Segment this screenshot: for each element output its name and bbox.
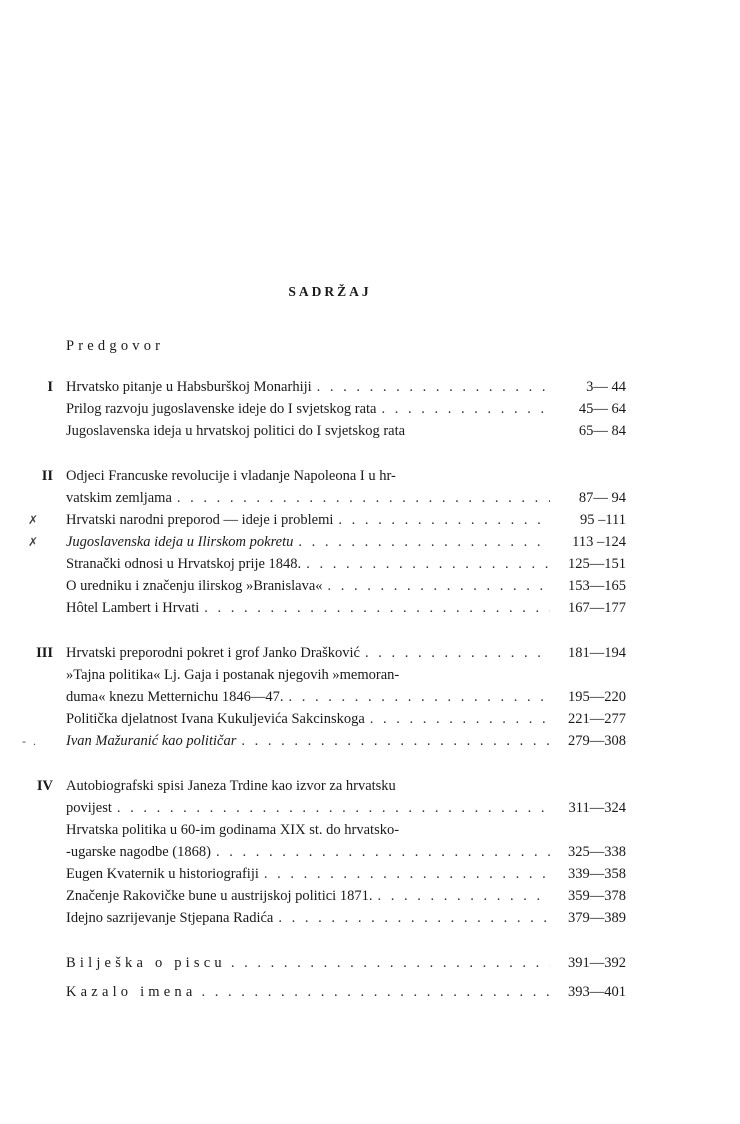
toc-line — [0, 981, 740, 1003]
entry-title: Hrvatska politika u 60-im godinama XIX st. do hrvatsko- — [66, 822, 400, 838]
toc-entry — [66, 465, 626, 487]
entry-pages: 45— 64 — [578, 401, 626, 417]
toc-line — [0, 841, 740, 863]
toc-section — [0, 465, 740, 619]
toc-entry — [66, 553, 626, 575]
entry-title: Hrvatski preporodni pokret i grof Janko Drašković — [66, 645, 360, 661]
toc-line — [0, 885, 740, 907]
entry-title: Jugoslavenska ideja u Ilirskom pokretu — [66, 534, 294, 550]
dot-leader — [333, 509, 550, 531]
entry-title: Stranački odnosi u Hrvatskoj prije 1848. — [66, 556, 302, 572]
dot-leader — [293, 531, 550, 553]
dot-leader — [301, 553, 550, 575]
toc-entry — [66, 420, 626, 442]
entry-title: O uredniku i značenju ilirskog »Branislava« — [66, 578, 323, 594]
entry-title: Hrvatski narodni preporod — ideje i problemi — [66, 512, 334, 528]
dot-leader — [197, 981, 550, 1003]
table-of-contents — [0, 376, 740, 1003]
dot-leader — [226, 952, 550, 974]
toc-line — [0, 376, 740, 398]
toc-line — [0, 642, 740, 664]
dot-leader — [112, 797, 550, 819]
dot-leader — [283, 686, 550, 708]
toc-entry — [66, 819, 626, 841]
toc-entry — [66, 863, 626, 885]
section-numeral: IV — [36, 778, 53, 794]
toc-line — [0, 420, 740, 442]
toc-line — [0, 907, 740, 929]
dot-leader — [199, 597, 550, 619]
entry-pages: 393—401 — [568, 984, 626, 1000]
entry-title: Jugoslavenska ideja u hrvatskoj politici do I svjetskog rata — [66, 423, 406, 439]
toc-entry — [66, 775, 626, 797]
toc-section — [0, 775, 740, 929]
entry-pages: 279—308 — [568, 733, 626, 749]
toc-entry — [66, 730, 626, 752]
toc-entry — [66, 575, 626, 597]
toc-entry — [66, 664, 626, 686]
toc-entry — [66, 797, 626, 819]
toc-line — [0, 775, 740, 797]
entry-pages: 339—358 — [568, 866, 626, 882]
toc-line — [0, 509, 740, 531]
toc-line — [0, 664, 740, 686]
entry-pages: 3— 44 — [586, 379, 626, 395]
entry-title: Eugen Kvaternik u historiografiji — [66, 866, 259, 882]
toc-line — [0, 863, 740, 885]
entry-title: duma« knezu Metternichu 1846—47. — [66, 689, 284, 705]
entry-title: Politička djelatnost Ivana Kukuljevića Sakcinskoga — [66, 711, 365, 727]
entry-pages: 359—378 — [568, 888, 626, 904]
entry-pages: 95 –111 — [579, 512, 626, 528]
dot-leader — [365, 708, 550, 730]
toc-line — [0, 553, 740, 575]
entry-title: Kazalo imena — [66, 984, 197, 1000]
toc-line — [0, 819, 740, 841]
dot-leader — [273, 907, 550, 929]
entry-pages: 87— 94 — [578, 490, 626, 506]
toc-line — [0, 531, 740, 553]
entry-title: Prilog razvoju jugoslavenske ideje do I svjetskog rata — [66, 401, 377, 417]
dot-leader — [376, 398, 550, 420]
section-numeral: I — [47, 379, 53, 395]
entry-title: -ugarske nagodbe (1868) — [66, 844, 211, 860]
toc-line — [0, 487, 740, 509]
entry-pages: 325—338 — [568, 844, 626, 860]
toc-entry — [66, 398, 626, 420]
toc-line — [0, 730, 740, 752]
toc-line — [0, 708, 740, 730]
toc-section — [0, 376, 740, 442]
dot-leader — [312, 376, 550, 398]
toc-entry — [66, 597, 626, 619]
toc-line — [0, 686, 740, 708]
toc-preface: Predgovor — [66, 338, 165, 354]
dot-leader — [323, 575, 550, 597]
entry-title: Hôtel Lambert i Hrvati — [66, 600, 200, 616]
toc-entry — [66, 509, 626, 531]
entry-title: Odjeci Francuske revolucije i vladanje Napoleona I u hr- — [66, 468, 396, 484]
entry-title: »Tajna politika« Lj. Gaja i postanak njegovih »memoran- — [66, 667, 400, 683]
dot-leader — [172, 487, 550, 509]
section-numeral: II — [41, 468, 53, 484]
entry-pages: 379—389 — [568, 910, 626, 926]
entry-title: Bilješka o piscu — [66, 955, 226, 971]
dot-leader — [259, 863, 550, 885]
entry-pages: 181—194 — [568, 645, 626, 661]
toc-line — [0, 398, 740, 420]
entry-title: Hrvatsko pitanje u Habsburškoj Monarhiji — [66, 379, 312, 395]
toc-line — [0, 952, 740, 974]
entry-title: Autobiografski spisi Janeza Trdine kao izvor za hrvatsku — [66, 778, 396, 794]
toc-entry — [66, 841, 626, 863]
entry-title: vatskim zemljama — [66, 490, 172, 506]
toc-line — [0, 465, 740, 487]
toc-entry — [66, 708, 626, 730]
entry-pages: 195—220 — [568, 689, 626, 705]
entry-title: Ivan Mažuranić kao političar — [66, 733, 237, 749]
entry-pages: 113 –124 — [572, 534, 626, 550]
toc-entry — [66, 981, 626, 1003]
toc-entry — [66, 487, 626, 509]
dot-leader — [236, 730, 550, 752]
margin-mark: - . — [22, 734, 38, 748]
entry-pages: 221—277 — [568, 711, 626, 727]
section-numeral: III — [36, 645, 53, 661]
dot-leader — [372, 885, 550, 907]
entry-pages: 391—392 — [568, 955, 626, 971]
margin-mark: ✗ — [28, 535, 39, 549]
page-title: SADRŽAJ — [288, 284, 372, 299]
toc-line — [0, 575, 740, 597]
entry-pages: 125—151 — [568, 556, 626, 572]
toc-entry — [66, 376, 626, 398]
toc-entry — [66, 531, 626, 553]
entry-title: Značenje Rakovičke bune u austrijskoj politici 1871. — [66, 888, 373, 904]
margin-mark: ✗ — [28, 513, 39, 527]
dot-leader — [360, 642, 550, 664]
toc-entry — [66, 885, 626, 907]
entry-pages: 167—177 — [568, 600, 626, 616]
toc-entry — [66, 642, 626, 664]
toc-section — [0, 642, 740, 752]
entry-pages: 153—165 — [568, 578, 626, 594]
toc-line — [0, 597, 740, 619]
entry-title: Idejno sazrijevanje Stjepana Radića — [66, 910, 274, 926]
entry-title: povijest — [66, 800, 112, 816]
toc-line — [0, 797, 740, 819]
toc-entry — [66, 907, 626, 929]
entry-pages: 65— 84 — [578, 423, 626, 439]
toc-entry — [66, 686, 626, 708]
toc-entry — [66, 952, 626, 974]
entry-pages: 311—324 — [568, 800, 626, 816]
dot-leader — [211, 841, 550, 863]
